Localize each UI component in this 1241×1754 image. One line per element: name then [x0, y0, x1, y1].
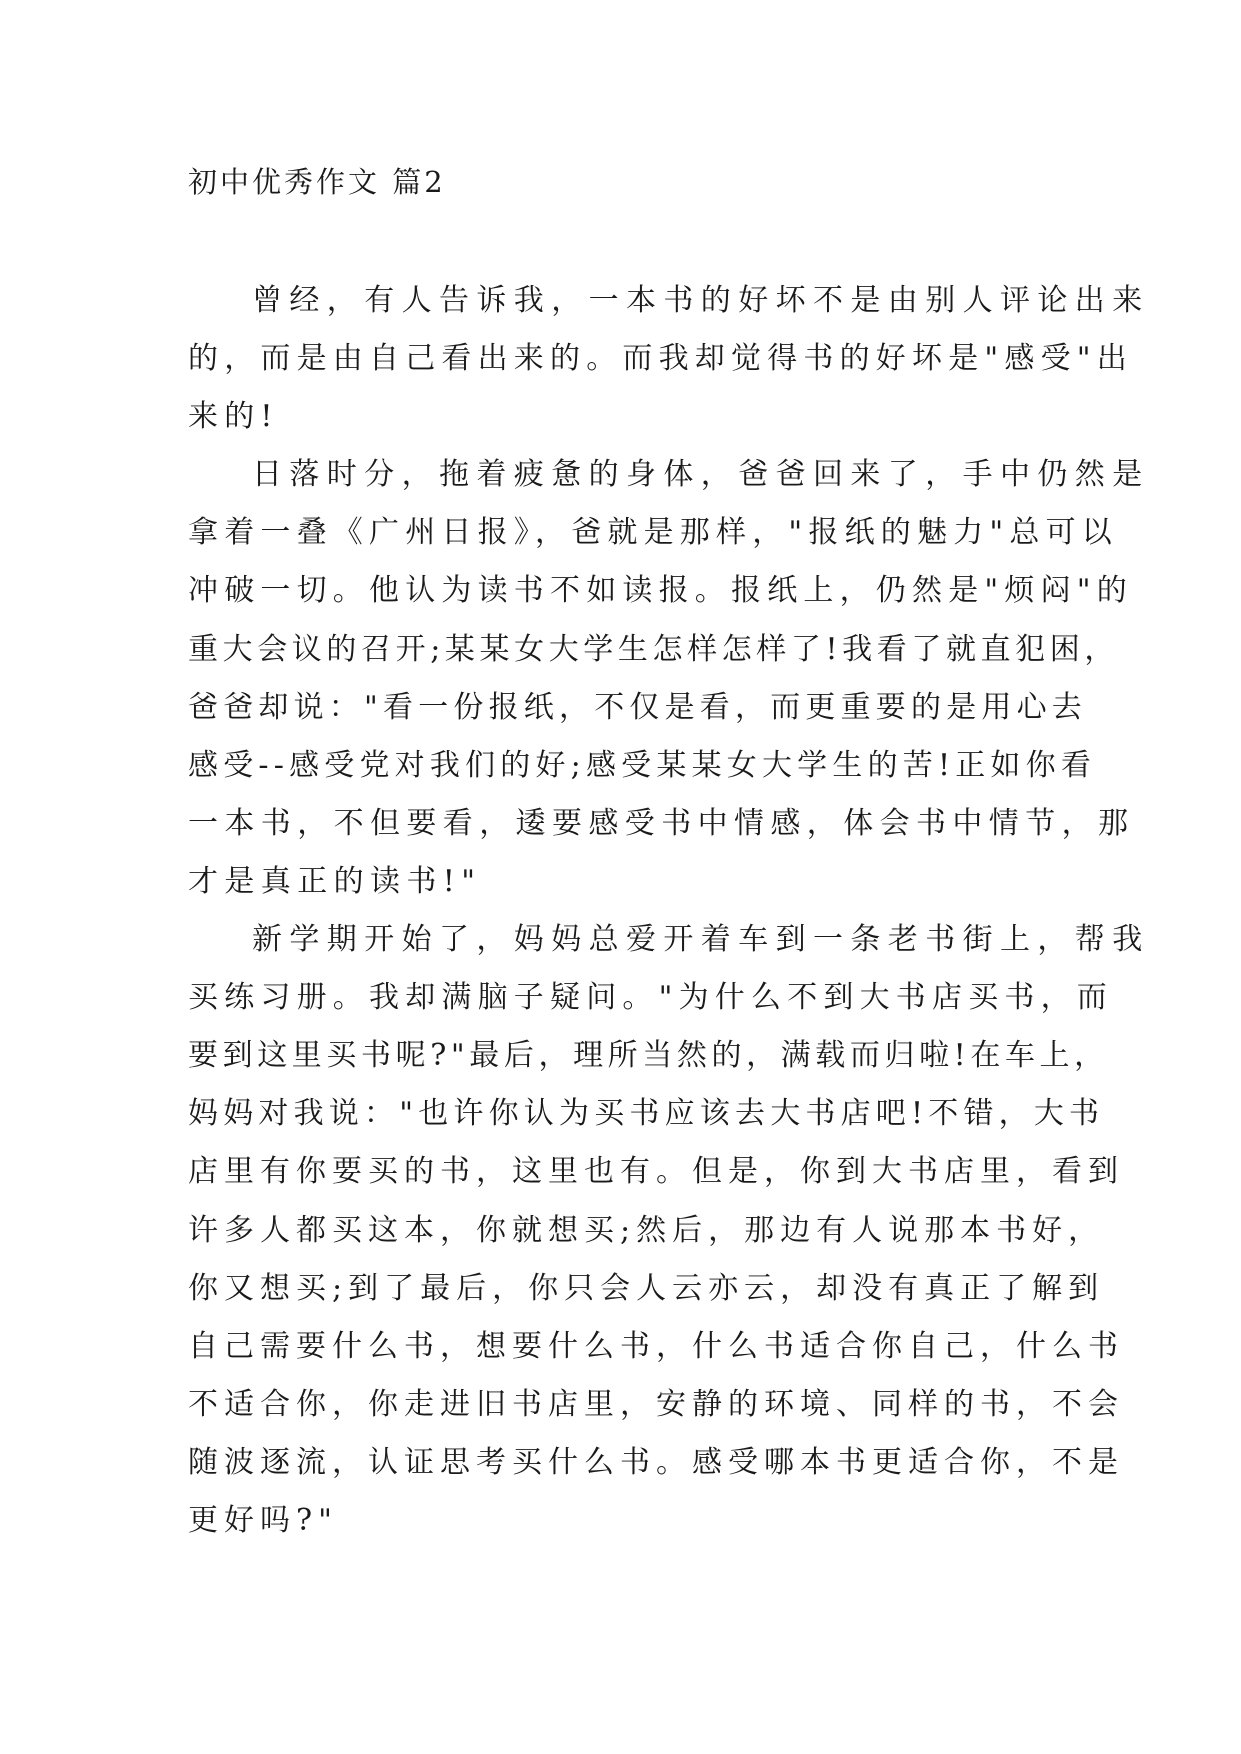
paragraph-line: 新学期开始了，妈妈总爱开着车到一条老书街上，帮我: [252, 922, 1150, 958]
paragraph-line: 冲破一切。他认为读书不如读报。报纸上，仍然是"烦闷"的: [188, 573, 1133, 609]
paragraph-line: 许多人都买这本，你就想买;然后，那边有人说那本书好，: [188, 1212, 1105, 1248]
paragraph-line: 的，而是由自己看出来的。而我却觉得书的好坏是"感受"出: [188, 341, 1133, 377]
paragraph-line: 随波逐流，认证思考买什么书。感受哪本书更适合你，不是: [188, 1444, 1124, 1480]
paragraph-line: 店里有你要买的书，这里也有。但是，你到大书店里，看到: [188, 1154, 1124, 1190]
paragraph-line: 日落时分，拖着疲惫的身体，爸爸回来了，手中仍然是: [252, 457, 1150, 493]
paragraph-3: [188, 920, 1150, 1559]
document-title: 初中优秀作文 篇2: [188, 165, 446, 199]
paragraph-line: 妈妈对我说："也许你认为买书应该去大书店吧!不错，大书: [188, 1096, 1105, 1132]
paragraph-line: 一本书，不但要看，逶要感受书中情感，体会书中情节，那: [188, 805, 1135, 841]
paragraph-line: 自己需要什么书，想要什么书，什么书适合你自己，什么书: [188, 1328, 1124, 1364]
paragraph-line: 爸爸却说："看一份报纸，不仅是看，而更重要的是用心去: [188, 689, 1087, 725]
paragraph-line: 拿着一叠《广州日报》，爸就是那样，"报纸的魅力"总可以: [188, 515, 1118, 551]
paragraph-line: 才是真正的读书!": [188, 863, 482, 899]
paragraph-2: [188, 455, 1150, 920]
document-body: [188, 281, 1150, 1559]
paragraph-line: 不适合你，你走进旧书店里，安静的环境、同样的书，不会: [188, 1386, 1124, 1422]
paragraph-line: 要到这里买书呢?"最后，理所当然的，满载而归啦!在车上，: [188, 1038, 1109, 1074]
paragraph-line: 重大会议的召开;某某女大学生怎样怎样了!我看了就直犯困，: [188, 631, 1119, 667]
paragraph-1: [188, 281, 1150, 455]
paragraph-line: 来的!: [188, 399, 279, 435]
paragraph-line: 更好吗?": [188, 1502, 338, 1538]
paragraph-line: 感受--感受党对我们的好;感受某某女大学生的苦!正如你看: [188, 747, 1097, 783]
paragraph-line: 曾经，有人告诉我，一本书的好坏不是由别人评论出来: [252, 283, 1150, 318]
paragraph-line: 买练习册。我却满脑子疑问。"为什么不到大书店买书，而: [188, 980, 1113, 1016]
paragraph-line: 你又想买;到了最后，你只会人云亦云，却没有真正了解到: [188, 1270, 1105, 1306]
